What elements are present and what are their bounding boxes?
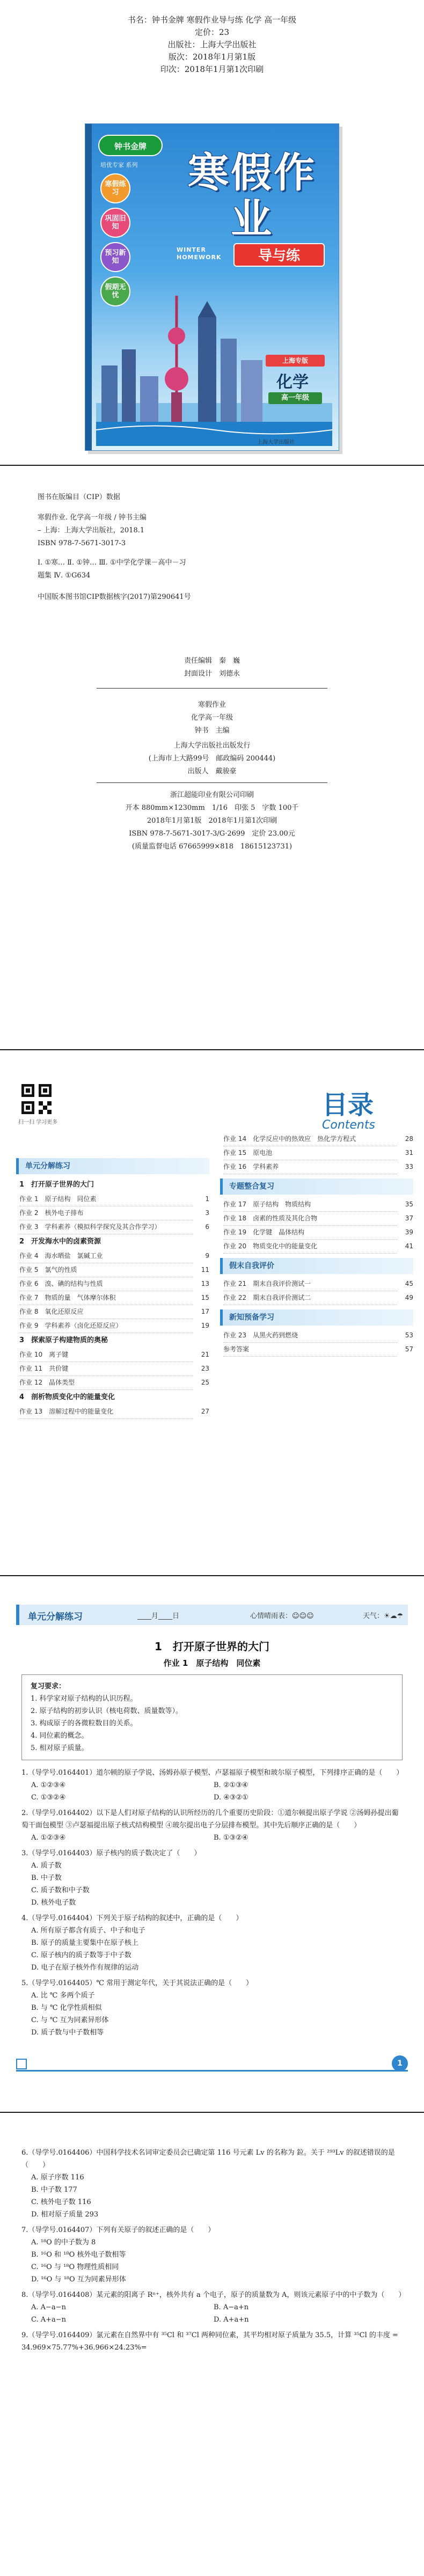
qr-caption: 扫一扫 学习更多: [18, 1119, 58, 1125]
question: [21, 2147, 403, 2221]
option[interactable]: B. ¹⁶O 和 ¹⁸O 核外电子数相等: [31, 2251, 126, 2259]
toc-entry-title: 作业 7 物质的量 气体摩尔体积: [19, 1291, 193, 1305]
option[interactable]: C. ①③②④: [31, 1794, 66, 1802]
series-label: 培优专家 系列: [100, 162, 138, 169]
toc-entry-title: 作业 4 海水晒盐 氯碱工业: [19, 1249, 193, 1263]
question-text: 8.（导学号.0164408）某元素的阳离子 Rⁿ⁺，核外共有 a 个电子，原子的质量数为 A，则该元素原子中的中子数为（ ）: [21, 2291, 406, 2299]
exercise-page-continued: [0, 2125, 424, 2565]
imprint-title: 寒假作业: [198, 701, 226, 709]
toc-entry-title: 参考答案: [223, 1343, 397, 1357]
cip-line: Ⅰ. ①寒… Ⅱ. ①钟… Ⅲ. ①中学化学课－高中－习: [38, 559, 186, 567]
question-text: 1.（导学号.0164401）道尔顿的原子学说、汤姆孙原子模型、卢瑟福原子模型和玻尔原子模型，下列排序正确的是（ ）: [21, 1769, 404, 1777]
toc-entry-page: 28: [405, 1135, 413, 1143]
toc-entry-title: 作业 2 核外电子排布: [19, 1206, 193, 1220]
imprint-format: 开本 880mm×1230mm 1/16 印张 5 字数 100千: [125, 804, 299, 812]
book-cover: [85, 123, 339, 451]
option[interactable]: C. 质子数和中子数: [31, 1886, 90, 1894]
toc-entry-title: 作业 23 从黑火药到燃烧: [223, 1329, 397, 1343]
editor-line: 责任编辑 秦 巍: [184, 657, 240, 665]
option[interactable]: D. ¹⁶O 与 ¹⁸O 互为同素异形体: [31, 2275, 126, 2284]
question-text: 7.（导学号.0164407）下列有关原子的叙述正确的是（ ）: [21, 2226, 215, 2234]
question-text: 2.（导学号.0164402）以下是人们对原子结构的认识所经历的几个重要历史阶段：①道尔顿提出原子学说 ②汤姆孙提出葡萄干面包模型 ③卢瑟福提出原子核式结构模型 ④玻尔提出电子分层排布模型。其中先后顺序正确的是（ ）: [21, 1809, 399, 1829]
option[interactable]: D. ④③②①: [214, 1794, 248, 1802]
toc-entry-page: 37: [405, 1214, 413, 1222]
winter-homework-label: WINTER HOMEWORK: [177, 246, 222, 261]
toc-section-header: 专题整合复习: [220, 1179, 413, 1195]
toc-entry[interactable]: [220, 1198, 413, 1212]
toc-entry-page: 57: [405, 1345, 413, 1353]
toc-unit-title: 4 剖析物质变化中的能量变化: [19, 1393, 115, 1401]
toc-unit-title: 1 打开原子世界的大门: [19, 1181, 94, 1189]
toc-entry-title: 作业 12 晶体类型: [19, 1376, 193, 1390]
review-item: 5. 相对原子质量。: [31, 1744, 89, 1752]
toc-entry[interactable]: [220, 1226, 413, 1240]
toc-entry[interactable]: [16, 1263, 209, 1277]
toc-entry-page: 13: [201, 1280, 209, 1287]
question: [21, 1807, 403, 1844]
toc-entry-title: 作业 10 离子键: [19, 1348, 193, 1362]
toc-entry-title: 作业 20 物质变化中的能量变化: [223, 1240, 397, 1254]
cip-line: 中国版本图书馆CIP数据核字(2017)第290641号: [38, 593, 191, 601]
option[interactable]: A. 质子数: [31, 1862, 62, 1870]
option[interactable]: D. A+a+n: [214, 2316, 249, 2324]
toc-entry-page: 3: [205, 1209, 209, 1217]
imprint-subtitle: 化学高一年级: [191, 714, 233, 722]
subject-label: 化学: [276, 373, 309, 392]
toc-entry[interactable]: [220, 1277, 413, 1291]
toc-entry-page: 53: [405, 1331, 413, 1339]
toc-entry-page: 21: [201, 1351, 209, 1358]
option[interactable]: D. 质子数与中子数相等: [31, 2029, 104, 2037]
option[interactable]: B. 与 ℃ 化学性质相似: [31, 2004, 102, 2012]
option[interactable]: D. 核外电子数: [31, 1899, 76, 1907]
question-text: 9.（导学号.0164409）氯元素在自然界中有 ³⁵Cl 和 ³⁷Cl 两种同位素，其平均相对原子质量为 35.5，计算 ³⁵Cl 的丰度 = 34.969×75.77%+36.966×24.23%=: [21, 2331, 398, 2352]
toc-entry[interactable]: [16, 1376, 209, 1390]
grade-label: 高一年级: [268, 392, 322, 404]
option[interactable]: A. ¹⁸O 的中子数为 8: [31, 2238, 96, 2246]
imprint-issuer: 出版人 戴骏豪: [187, 767, 237, 775]
mood-meter[interactable]: 心情晴雨表：☺☺☺: [250, 1612, 314, 1620]
toc-entry-page: 23: [201, 1365, 209, 1372]
option[interactable]: A. 所有原子都含有质子、中子和电子: [31, 1927, 145, 1935]
table-of-contents: [0, 1063, 424, 1546]
imprint-printer: 浙江超能印业有限公司印刷: [170, 791, 254, 799]
toc-subtitle: Contents: [322, 1118, 375, 1132]
toc-entry-title: 作业 3 学科素养（模拟科学探究及其合作学习）: [19, 1220, 193, 1234]
imprint-phone: (质量监督电话 67665999×818 18615123731): [131, 843, 293, 851]
footer-square-icon: [16, 2059, 27, 2069]
cip-line: ISBN 978-7-5671-3017-3: [38, 539, 126, 547]
page-footer: [16, 2055, 408, 2072]
toc-right-column: [220, 1132, 413, 1357]
option[interactable]: A. 原子序数 116: [31, 2174, 84, 2182]
review-title: 复习要求：: [31, 1682, 66, 1690]
question: [21, 2289, 406, 2326]
page-separator: [0, 1049, 424, 1050]
imprint-author: 钟书 主编: [194, 727, 230, 735]
page-separator: [0, 2112, 424, 2113]
option[interactable]: B. ②①③④: [214, 1781, 248, 1789]
toc-unit-title: 2 开发海水中的卤素资源: [19, 1238, 101, 1246]
region-ribbon: 上海专版: [266, 355, 325, 367]
toc-entry-page: 33: [405, 1163, 413, 1170]
feature-chip: 巩固旧知: [100, 208, 130, 238]
cip-page: [0, 478, 424, 1020]
toc-entry-page: 19: [201, 1322, 209, 1329]
cover-publisher: 上海大学出版社: [257, 440, 295, 445]
option[interactable]: A. ①②③④: [31, 1781, 66, 1789]
question: [21, 1912, 403, 1974]
toc-entry-title: 作业 1 原子结构 同位素: [19, 1192, 193, 1206]
toc-entry-title: 作业 18 卤素的性质及其化合物: [223, 1212, 397, 1226]
question: [21, 1767, 403, 1804]
toc-entry[interactable]: [16, 1249, 209, 1263]
question-text: 6.（导学号.0164406）中国科学技术名词审定委员会已确定第 116 号元素 Lv 的名称为 鉝。关于 ²⁹³Lv 的叙述错误的是（ ）: [21, 2149, 395, 2169]
toc-entry-page: 15: [201, 1294, 209, 1301]
question-list: [21, 1767, 403, 2042]
review-item: 2. 原子结构的初步认识（核电荷数、质量数等）。: [31, 1707, 183, 1715]
toc-entry-title: 作业 15 原电池: [223, 1146, 397, 1160]
toc-entry-page: 35: [405, 1201, 413, 1208]
toc-entry-title: 作业 11 共价键: [19, 1362, 193, 1376]
exercise-page: [0, 1589, 424, 2082]
toc-entry[interactable]: [16, 1305, 209, 1319]
book-title-line: 书名：钟书金牌 寒假作业导与练 化学 高一年级: [127, 15, 297, 25]
toc-entry-title: 作业 6 溴、碘的结构与性质: [19, 1277, 193, 1291]
toc-entry[interactable]: [16, 1277, 209, 1291]
chapter-title: 1 打开原子世界的大门: [155, 1640, 269, 1653]
toc-entry-title: 作业 16 学科素养: [223, 1160, 397, 1174]
option[interactable]: A. ①②③④: [31, 1834, 66, 1842]
page-number: 1: [392, 2055, 408, 2072]
page-separator: [0, 465, 424, 466]
section-header: [16, 1605, 408, 1625]
option[interactable]: C. ¹⁶O 与 ¹⁸O 物理性质相同: [31, 2263, 119, 2271]
review-item: 1. 科学家对原子结构的认识历程。: [31, 1695, 137, 1703]
toc-entry-title: 作业 21 期末自我评价测试一: [223, 1277, 397, 1291]
toc-entry[interactable]: [16, 1192, 209, 1206]
cip-heading: 图书在版编目（CIP）数据: [38, 493, 120, 501]
toc-entry[interactable]: [220, 1160, 413, 1174]
option[interactable]: B. ①③②④: [214, 1834, 248, 1842]
cip-line: 寒假作业. 化学高一年级 / 钟书主编: [38, 514, 147, 522]
date-field[interactable]: ____月____日: [137, 1612, 180, 1620]
toc-unit-title: 3 探索原子构建物质的奥秘: [19, 1336, 108, 1344]
review-item: 3. 构成原子的各微粒数目的关系。: [31, 1719, 137, 1728]
imprint-edition: 2018年1月第1版 2018年1月第1次印刷: [147, 817, 277, 825]
option[interactable]: B. 原子的质量主要集中在原子核上: [31, 1939, 138, 1947]
cover-spine: [85, 124, 92, 450]
book-info: [0, 0, 424, 123]
toc-entry[interactable]: [220, 1212, 413, 1226]
imprint-publisher: 上海大学出版社出版发行: [173, 742, 251, 750]
divider: [97, 688, 327, 689]
brand-logo: 钟书金牌: [98, 135, 163, 156]
price-line: 定价：23: [194, 27, 230, 37]
toc-entry-title: 作业 19 化学键 晶体结构: [223, 1226, 397, 1240]
option[interactable]: C. 与 ℃ 互为同素异形体: [31, 2016, 109, 2024]
toc-entry-page: 45: [405, 1280, 413, 1287]
toc-entry-page: 11: [201, 1266, 209, 1274]
toc-entry-page: 27: [201, 1408, 209, 1415]
section-title: 单元分解练习: [28, 1612, 83, 1622]
question: [21, 1847, 403, 1909]
weather-field[interactable]: 天气：☀☁☂: [363, 1612, 404, 1620]
option[interactable]: A. 比 ℃ 多两个质子: [31, 1992, 95, 2000]
toc-entry[interactable]: [16, 1220, 209, 1234]
toc-section-header: 新知预备学习: [220, 1309, 413, 1326]
toc-section-header: 假末自我评价: [220, 1258, 413, 1274]
page-separator: [0, 1575, 424, 1576]
toc-entry-title: 作业 5 氯气的性质: [19, 1263, 193, 1277]
feature-chip: 寒假练习: [100, 173, 130, 203]
toc-entry[interactable]: [16, 1348, 209, 1362]
toc-entry-page: 6: [205, 1223, 209, 1231]
question: [21, 2224, 403, 2286]
question: [21, 2329, 403, 2354]
toc-entry-title: 作业 9 学科素养（卤化还原反应）: [19, 1319, 193, 1333]
toc-entry-page: 41: [405, 1242, 413, 1250]
toc-entry-page: 17: [201, 1308, 209, 1315]
toc-entry-page: 1: [205, 1195, 209, 1203]
review-item: 4. 同位素的概念。: [31, 1732, 89, 1740]
toc-entry-page: 25: [201, 1379, 209, 1386]
option[interactable]: D. 电子在原子核外作有规律的运动: [31, 1964, 139, 1972]
option[interactable]: C. A+a−n: [31, 2316, 67, 2324]
option[interactable]: A. A−a−n: [31, 2303, 66, 2311]
homework-title: 作业 1 原子结构 同位素: [163, 1658, 261, 1668]
subject-badge: [255, 355, 330, 430]
toc-entry[interactable]: [16, 1319, 209, 1333]
question-list: [21, 2147, 406, 2357]
option[interactable]: C. 核外电子数 116: [31, 2198, 91, 2206]
toc-section-header: 单元分解练习: [16, 1158, 209, 1174]
toc-title: 目录: [322, 1090, 374, 1120]
question-text: 5.（导学号.0164405）℃ 常用于测定年代，关于其说法正确的是（ ）: [21, 1979, 253, 1987]
question-text: 4.（导学号.0164404）下列关于原子结构的叙述中，正确的是（ ）: [21, 1914, 243, 1922]
option[interactable]: C. 原子核内的质子数等于中子数: [31, 1951, 131, 1959]
qr-code-icon[interactable]: [21, 1084, 52, 1114]
option[interactable]: B. 中子数: [31, 1874, 62, 1882]
option[interactable]: B. 中子数 177: [31, 2186, 77, 2194]
publisher-line: 出版社：上海大学出版社: [167, 40, 257, 49]
toc-entry[interactable]: [220, 1146, 413, 1160]
toc-entry[interactable]: [16, 1291, 209, 1305]
toc-entry[interactable]: [220, 1132, 413, 1146]
feature-chip: 假期无忧: [100, 276, 130, 306]
imprint-isbn: ISBN 978-7-5671-3017-3/G·2699 定价 23.00元: [129, 830, 295, 838]
toc-entry-page: 9: [205, 1252, 209, 1260]
guide-label: 导与练: [233, 243, 325, 267]
toc-entry[interactable]: [220, 1329, 413, 1343]
toc-entry[interactable]: [16, 1405, 209, 1419]
toc-entry[interactable]: [220, 1291, 413, 1305]
divider: [97, 782, 327, 783]
review-box: [21, 1674, 403, 1760]
toc-entry-title: 作业 8 氧化还原反应: [19, 1305, 193, 1319]
imprint-address: (上海市上大路99号 邮政编码 200444): [148, 755, 276, 763]
option[interactable]: B. A−a+n: [214, 2303, 249, 2311]
toc-entry-page: 49: [405, 1294, 413, 1301]
question-text: 3.（导学号.0164403）原子核内的质子数决定了（ ）: [21, 1849, 201, 1857]
printing-line: 印次：2018年1月第1次印刷: [160, 64, 264, 74]
designer-line: 封面设计 刘德永: [184, 670, 240, 678]
toc-entry[interactable]: [16, 1362, 209, 1376]
toc-entry-title: 作业 13 溶解过程中的能量变化: [19, 1405, 193, 1419]
option[interactable]: D. 相对原子质量 293: [31, 2211, 99, 2219]
cip-line: – 上海：上海大学出版社，2018.1: [38, 526, 145, 535]
toc-entry-title: 作业 14 化学反应中的热效应 热化学方程式: [223, 1132, 397, 1146]
toc-entry[interactable]: [220, 1343, 413, 1357]
toc-entry-page: 39: [405, 1228, 413, 1236]
edition-line: 版次：2018年1月第1版: [168, 52, 256, 62]
question: [21, 1977, 403, 2039]
toc-entry-page: 31: [405, 1149, 413, 1157]
toc-entry[interactable]: [220, 1240, 413, 1254]
cover-title: 寒假作业: [188, 149, 317, 243]
feature-chip: 预习新知: [100, 242, 130, 272]
toc-entry-title: 作业 17 原子结构 物质结构: [223, 1198, 397, 1212]
toc-left-column: [16, 1154, 209, 1419]
toc-entry-title: 作业 22 期末自我评价测试二: [223, 1291, 397, 1305]
cip-line: 题集 Ⅳ. ①G634: [38, 572, 91, 580]
toc-entry[interactable]: [16, 1206, 209, 1220]
